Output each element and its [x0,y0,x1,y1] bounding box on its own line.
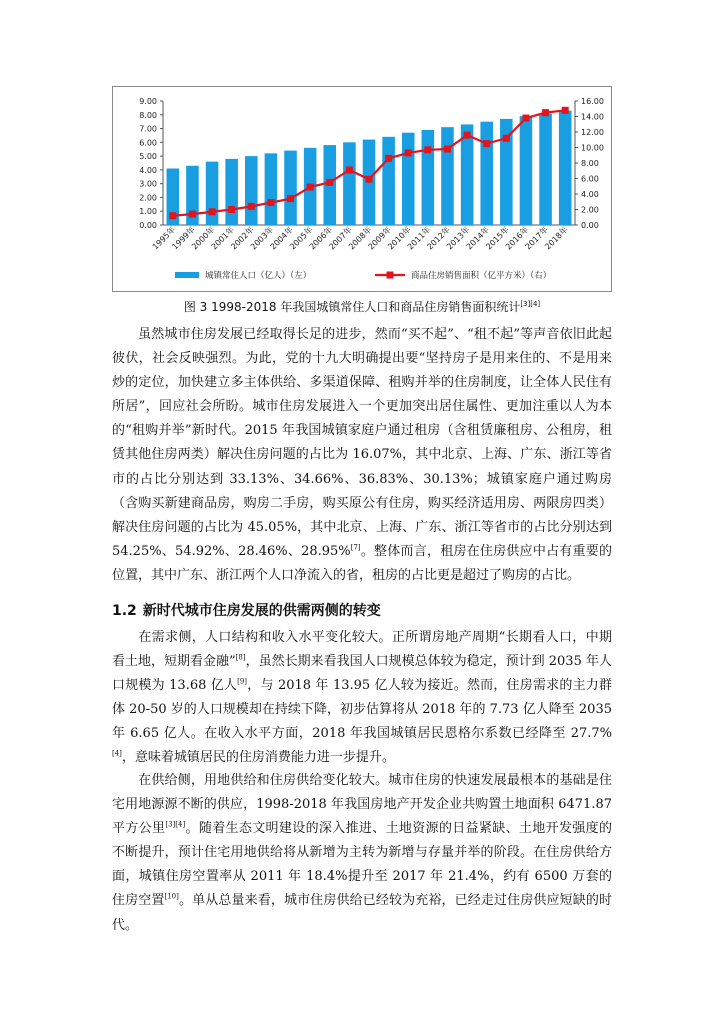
line-point [385,155,392,162]
line-point [562,107,569,114]
right-tick-label: 4.00 [581,190,599,199]
x-tick-label: 1995年 [150,225,178,252]
x-tick-label: 2015年 [484,225,511,252]
bar [559,111,572,225]
right-tick-label: 2.00 [581,205,599,215]
line-point [326,179,333,186]
left-tick-label: 3.00 [139,179,157,189]
left-tick-label: 0.00 [139,221,157,230]
x-tick-label: 2016年 [503,225,531,252]
x-tick-label: 2014年 [464,225,492,252]
right-tick-label: 0.00 [581,221,599,230]
left-tick-label: 2.00 [139,193,157,203]
bar [265,153,278,225]
x-tick-label: 2009年 [366,225,394,252]
bar [206,162,219,225]
paragraph-text: 。随着生态文明建设的深入推进、土地资源的日益紧缺、土地开发强度的不断提升，预计住宅用地供给将从新增为主转为新增与存量并举的阶段。在住房供给方面，城镇住房空置率从 2011 年 18.4%提升至 2017 年 21.4%，约有 6500 万套的住房空置 [112,821,612,909]
bar [343,142,356,225]
x-tick-label: 2012年 [425,225,452,252]
bar [539,113,552,225]
line-point [503,135,510,142]
right-tick-label: 14.00 [581,112,604,122]
x-tick-label: 2008年 [346,225,374,252]
bar [480,122,493,225]
citation-ref: [3][4] [165,820,186,829]
line-point [366,176,373,183]
paragraph-text: 虽然城市住房发展已经取得长足的进步，然而“买不起”、“租不起”等声音依旧此起彼伏，社会反映强烈。为此，党的十九大明确提出要“坚持房子是用来住的、不是用来炒的定位，加快建立多主体供给、多渠道保障、租购并举的住房制度，让全体人民住有所居”，回应社会所盼。城市住房发展进入一个更加突出居住属性、更加注重以人为本的“租购并举”新时代。2015 年我国城镇家庭户通过租房（含租赁廉租房、公租房，租赁其他住房两类）解决住房问题的占比为 16.07%，其中北京、上海、广东、浙江等省市的占比分别达到 33.13%、34.66%、36.83%、30.13%；城镇家庭户通过购房（含购买新建商品房，购房二手房，购买原公有住房，购买经济适用房、两限房四类）解决住房问题的占比为 45.05%，其中北京、上海、广东、浙江等省市的占比分别达到 54.25%、54.92%、28.46%、28.95% [112,327,612,559]
right-tick-label: 6.00 [581,174,599,184]
paragraph-text: 在需求侧，人口结构和收入水平变化较大。正所谓房地产周期“长期看人口，中期看土地，短期看金融” [112,630,612,670]
paragraph-text: ，意味着城镇居民的住房消费能力进一步提升。 [121,750,395,766]
x-tick-label: 2017年 [523,225,550,252]
line-point [444,146,451,153]
line-point [248,203,255,210]
left-tick-label: 1.00 [139,207,157,217]
line-point [287,195,294,202]
citation-ref: [7] [350,543,361,552]
caption-text: 图 3 1998-2018 年我国城镇常住人口和商品住房销售面积统计 [183,300,521,314]
right-tick-label: 8.00 [581,159,599,168]
section-title: 新时代城市住房发展的供需两侧的转变 [142,603,381,619]
line-point [307,184,314,191]
x-tick-label: 2000年 [190,225,217,252]
bar [441,127,454,225]
section-number: 1.2 [112,603,137,619]
line-point [522,115,529,122]
paragraph-text: 。整体而言，租房在住房供应中占有重要的位置，其中广东、浙江两个人口净流入的省，租房的占比更是超过了购房的占比。 [112,543,612,583]
line-point [424,146,431,153]
bar [422,130,435,225]
x-tick-label: 1999年 [170,225,197,252]
citation-ref: [4] [112,750,122,759]
paragraph-text: 。单从总量来看，城市住房供给已经较为充裕，已经走过住房供应短缺的时代。 [112,893,612,933]
line-point [464,132,471,139]
left-tick-label: 7.00 [139,124,157,134]
paragraph-1 [112,323,612,588]
left-tick-label: 8.00 [139,110,157,120]
line-point [542,109,549,116]
line-point [189,211,196,218]
x-tick-label: 2007年 [327,225,354,252]
right-tick-label: 16.00 [581,97,604,106]
citation-ref: [10] [164,893,179,902]
legend-bar-swatch [175,272,199,278]
chart-container [112,86,612,292]
x-tick-label: 2005年 [288,225,315,252]
left-tick-label: 5.00 [139,152,157,162]
bar [245,156,258,225]
x-tick-label: 2004年 [268,225,295,252]
chart-svg [113,87,613,293]
caption-ref: [3][4] [520,300,541,308]
bar [284,151,297,225]
legend-bar-label: 城镇常住人口（亿人）（左） [205,271,312,281]
left-tick-label: 6.00 [139,138,157,148]
paragraph-text: 在供给侧，用地供给和住房供给变化较大。城市住房的快速发展最根本的基础是住宅用地源源不断的供应，1998-2018 年我国房地产开发企业共购置土地面积 6471.87 平方公里 [112,773,612,837]
legend-line-marker [387,272,394,279]
paragraph-text: ，与 2018 年 13.95 亿人较为接近。然而，住房需求的主力群体 20-50 岁的人口规模却在持续下降，初步估算将从 2018 年的 7.73 亿人降至 2035 年 6.65 亿人。在收入水平方面，2018 年我国城镇居民恩格尔系数已经降至 27.7% [112,678,612,742]
citation-ref: [9] [237,677,248,686]
x-tick-label: 2018年 [543,225,570,252]
line-point [267,199,274,206]
bar [382,137,395,225]
left-tick-label: 9.00 [139,97,157,106]
x-tick-label: 2011年 [405,225,433,252]
line-point [483,140,490,147]
paragraph-3 [112,769,612,938]
x-tick-label: 2013年 [445,225,472,252]
line-point [209,208,216,215]
line-point [346,166,353,173]
bar [402,133,415,225]
bar [225,159,238,225]
right-tick-label: 10.00 [581,143,604,153]
x-tick-label: 2006年 [307,225,335,252]
bar [520,116,533,225]
x-tick-label: 2002年 [229,225,256,252]
left-tick-label: 4.00 [139,165,157,175]
right-tick-label: 12.00 [581,128,604,137]
line-point [405,149,412,156]
legend-line-label: 商品住房销售面积（亿平方米）（右） [411,271,552,281]
citation-ref: [8] [235,653,246,662]
figure-caption [0,298,724,315]
line-point [228,206,235,213]
x-tick-label: 2003年 [248,225,276,252]
paragraph-text: ，虽然长期来看我国人口规模总体较为稳定，预计到 2035 年人口规模为 13.68 亿人 [112,654,612,694]
paragraph-2 [112,626,612,771]
x-tick-label: 2001年 [209,225,237,252]
section-heading [112,600,381,620]
line-point [169,212,176,219]
x-tick-label: 2010年 [386,225,413,252]
